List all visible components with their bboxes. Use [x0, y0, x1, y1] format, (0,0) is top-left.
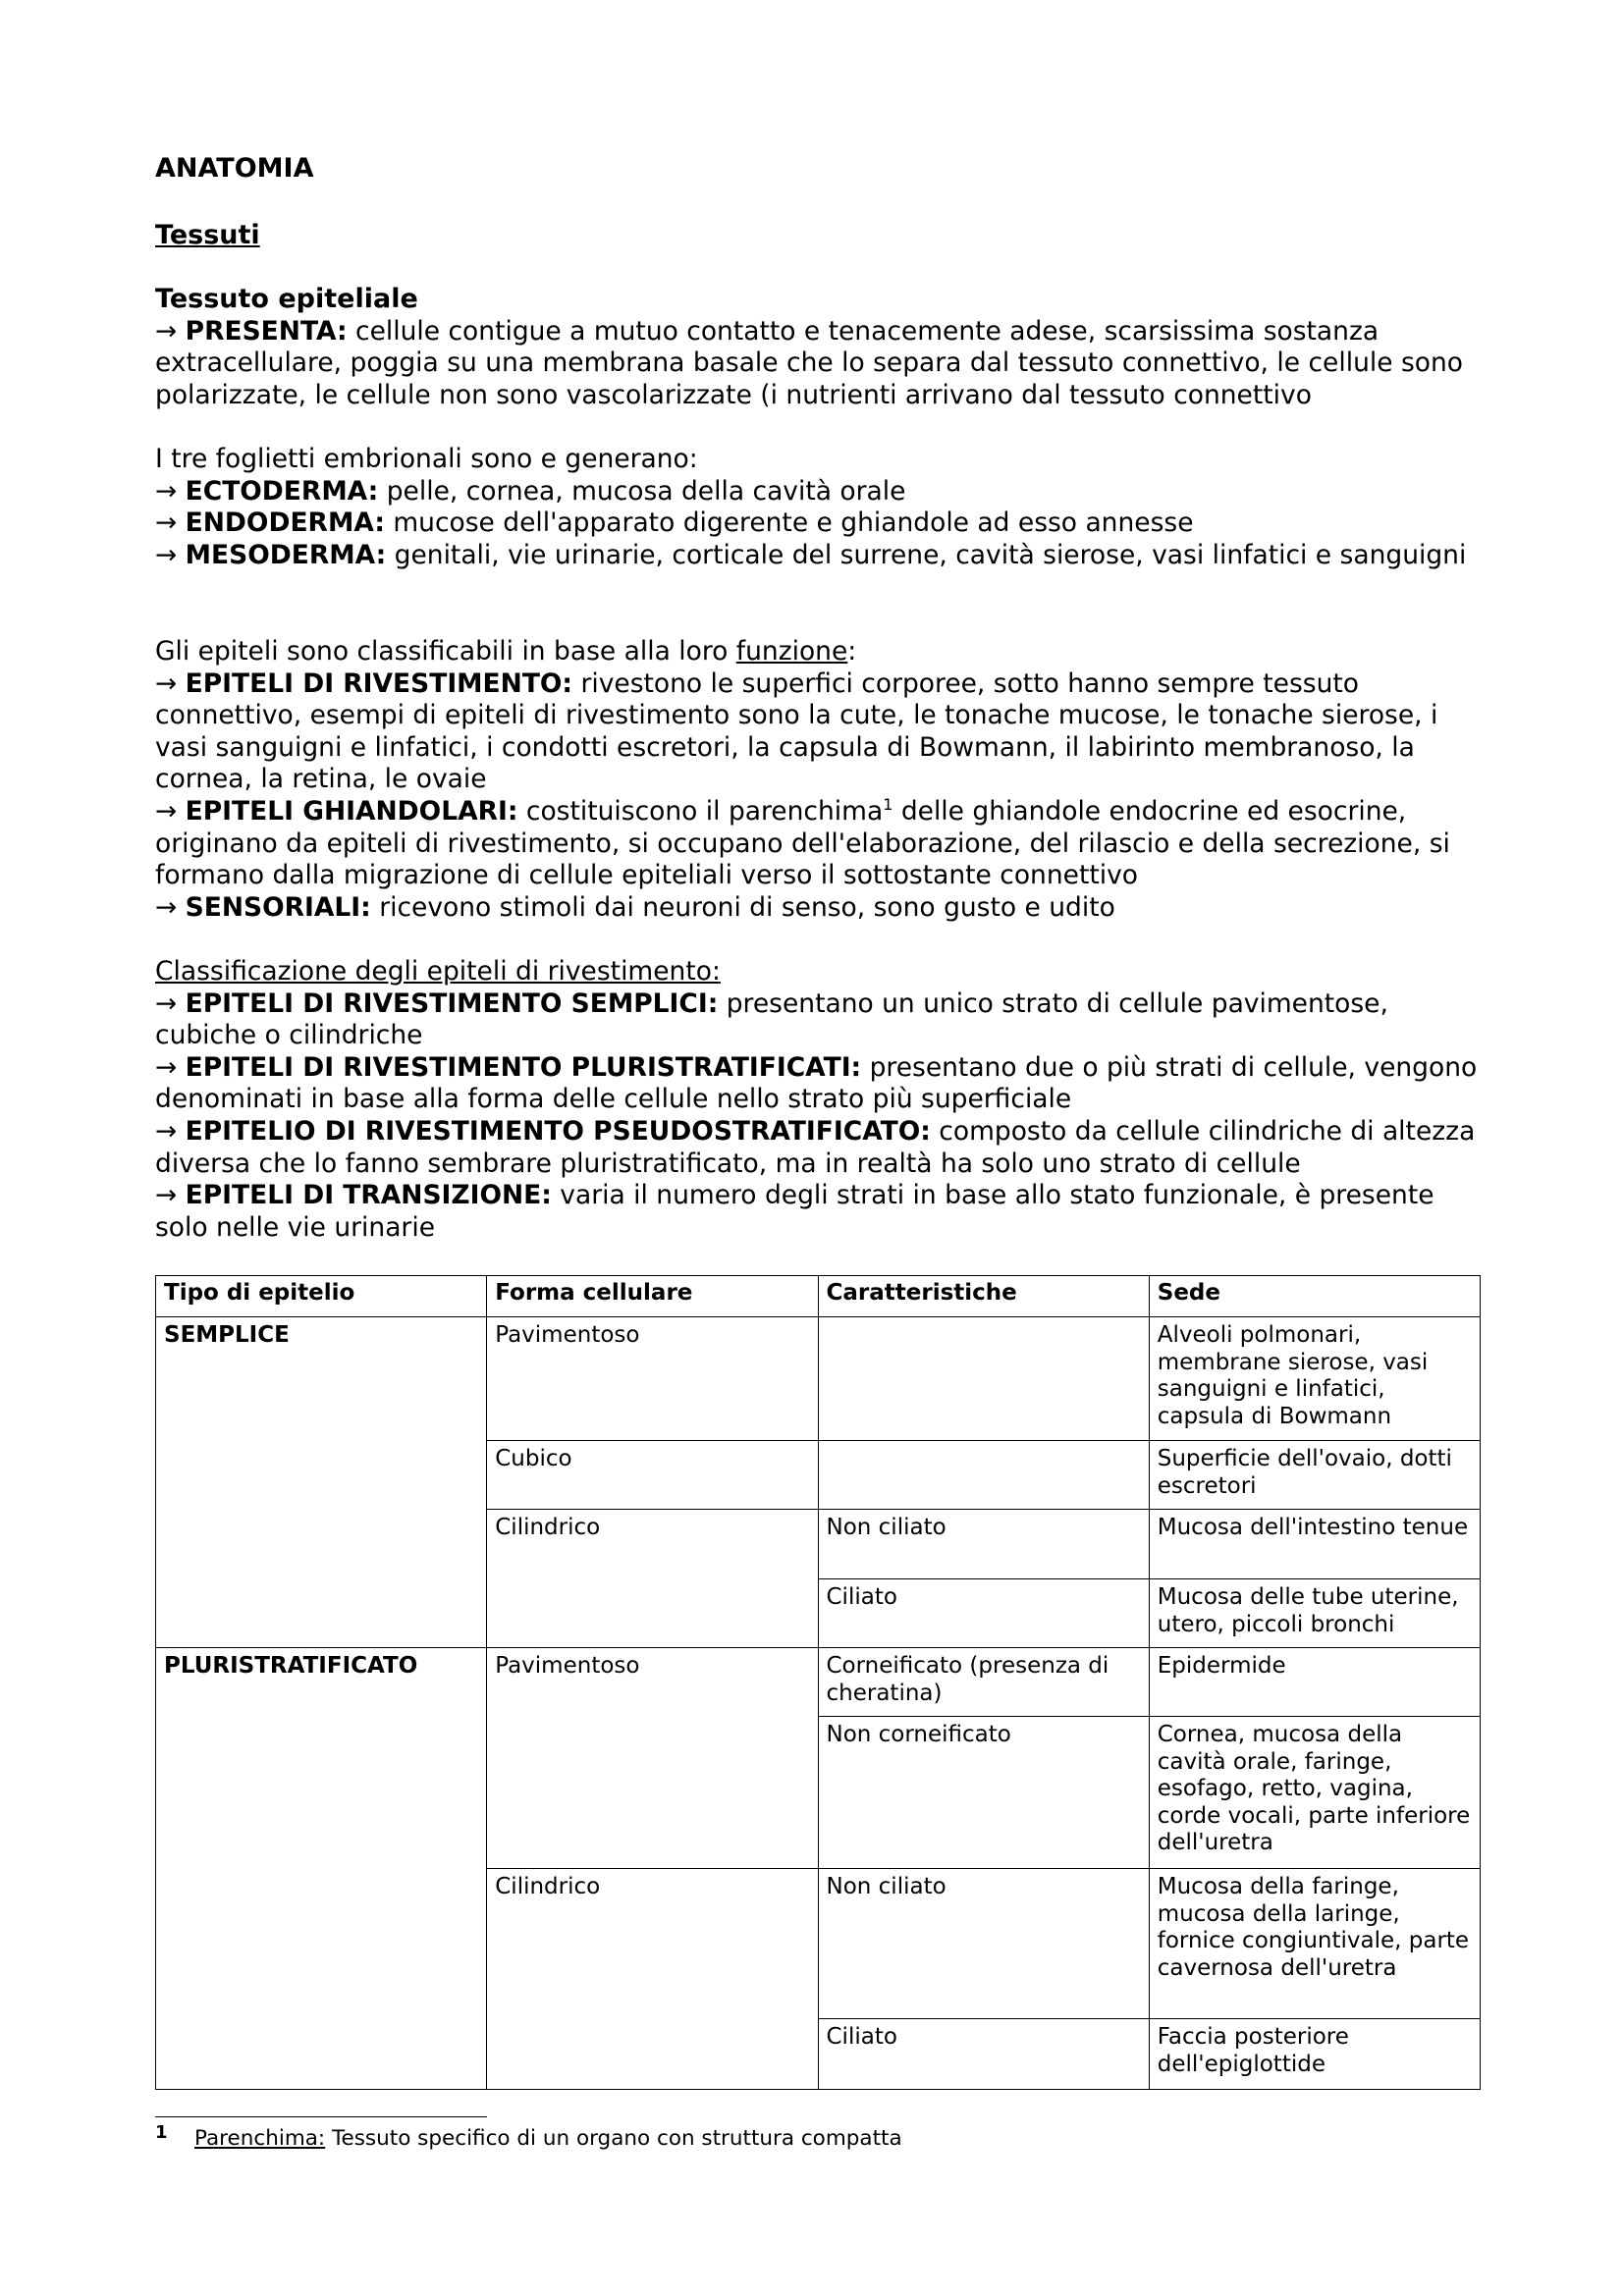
- table-header-cell: Sede: [1149, 1276, 1480, 1317]
- germ-layer-item: [155, 507, 1481, 540]
- table-cell-sede: Epidermide: [1149, 1648, 1480, 1717]
- function-item-rivestimento: [155, 668, 1481, 796]
- footnote-reference[interactable]: 1: [883, 794, 893, 814]
- classification-label: EPITELI DI RIVESTIMENTO PLURISTRATIFICATI:: [185, 1051, 862, 1083]
- table-cell-sede: Faccia posteriore dell'epiglottide: [1149, 2019, 1480, 2090]
- table-cell-sede: Mucosa delle tube uterine, utero, piccoli bronchi: [1149, 1579, 1480, 1648]
- classification-label: EPITELI DI RIVESTIMENTO SEMPLICI:: [185, 988, 719, 1019]
- classification-text: presentano un unico strato di cellule pavimentose, cubiche o cilindriche: [155, 988, 1388, 1051]
- function-intro-text: Gli epiteli sono classificabili in base alla loro: [155, 636, 736, 667]
- table-cell-sede: Superficie dell'ovaio, dotti escretori: [1149, 1441, 1480, 1510]
- table-cell-forma: Cilindrico: [487, 1869, 818, 2090]
- function-text: delle ghiandole endocrine ed esocrine, originano da epiteli di rivestimento, si occupano dell'elaborazione, del rilascio e della secrezione, si formano dalla migrazione di cellule epiteliali verso il sottostante connettivo: [155, 795, 1450, 891]
- footnote-term: Parenchima:: [194, 2126, 326, 2151]
- classification-block: [155, 956, 1481, 1244]
- table-cell-forma: Pavimentoso: [487, 1648, 818, 1869]
- classification-item: [155, 988, 1481, 1052]
- epithelium-table: [155, 1275, 1481, 2090]
- document-title: ANATOMIA: [155, 153, 314, 184]
- table-row: [156, 1648, 1481, 1717]
- arrow-icon: →: [155, 1180, 178, 1211]
- classification-text: composto da cellule cilindriche di altezza diversa che lo fanno sembrare pluristratificato, ma in realtà ha solo uno strato di cellule: [155, 1115, 1476, 1179]
- table-cell-car: Non ciliato: [818, 1510, 1149, 1579]
- table-cell-forma: Pavimentoso: [487, 1317, 818, 1441]
- table-cell-sede: Cornea, mucosa della cavità orale, faringe, esofago, retto, vagina, corde vocali, parte inferiore dell'uretra: [1149, 1717, 1480, 1869]
- classification-text: presentano due o più strati di cellule, vengono denominati in base alla forma delle cellule nello strato più superficiale: [155, 1051, 1478, 1115]
- table-cell-car: Ciliato: [818, 1579, 1149, 1648]
- germ-layer-label: MESODERMA:: [185, 539, 387, 570]
- table-cell-car: Ciliato: [818, 2019, 1149, 2090]
- presenta-label: PRESENTA:: [185, 315, 348, 347]
- germ-layer-label: ECTODERMA:: [185, 475, 379, 507]
- germ-layers-block: [155, 444, 1481, 571]
- function-text: ricevono stimoli dai neuroni di senso, sono gusto e udito: [370, 891, 1115, 923]
- table-cell-car: Non corneificato: [818, 1717, 1149, 1869]
- function-underlined: funzione: [735, 636, 848, 667]
- function-text: rivestono le superfici corporee, sotto hanno sempre tessuto connettivo, esempi di epiteli di rivestimento sono la cute, le tonache mucose, le tonache sierose, i vasi sanguigni e linfatici, i condotti escretori, la capsula di Bowmann, il labirinto membranoso, la cornea, la retina, le ovaie: [155, 667, 1438, 795]
- arrow-icon: →: [155, 795, 178, 827]
- table-cell-forma: Cilindrico: [487, 1510, 818, 1648]
- table-row: [156, 1317, 1481, 1441]
- table-cell-car: Corneificato (presenza di cheratina): [818, 1648, 1149, 1717]
- germ-layer-label: ENDODERMA:: [185, 507, 385, 539]
- function-label: SENSORIALI:: [185, 891, 371, 923]
- arrow-icon: →: [155, 891, 178, 923]
- arrow-icon: →: [155, 315, 178, 347]
- function-intro-colon: :: [847, 636, 857, 667]
- classification-item: [155, 1116, 1481, 1180]
- function-block: [155, 636, 1481, 924]
- table-cell-sede: Alveoli polmonari, membrane sierose, vasi sanguigni e linfatici, capsula di Bowmann: [1149, 1317, 1480, 1441]
- subsection-title: Tessuto epiteliale: [155, 284, 418, 314]
- epithelial-intro-block: [155, 284, 1481, 411]
- function-label: EPITELI DI RIVESTIMENTO:: [185, 667, 573, 699]
- function-item-sensoriali: [155, 892, 1481, 925]
- germ-layer-text: mucose dell'apparato digerente e ghiandole ad esso annesse: [384, 507, 1194, 539]
- arrow-icon: →: [155, 539, 178, 570]
- function-text: costituiscono il parenchima: [517, 795, 884, 827]
- table-header-cell: Tipo di epitelio: [156, 1276, 487, 1317]
- table-cell-tipo: SEMPLICE: [156, 1317, 487, 1648]
- footnote-number: 1: [155, 2122, 168, 2143]
- table-cell-car: [818, 1317, 1149, 1441]
- arrow-icon: →: [155, 667, 178, 699]
- germ-layers-intro: I tre foglietti embrionali sono e generano:: [155, 444, 698, 474]
- classification-item: [155, 1180, 1481, 1244]
- footnote-separator: [155, 2116, 487, 2117]
- arrow-icon: →: [155, 1051, 178, 1083]
- germ-layer-text: pelle, cornea, mucosa della cavità orale: [378, 475, 906, 507]
- arrow-icon: →: [155, 1115, 178, 1147]
- arrow-icon: →: [155, 988, 178, 1019]
- table-header-row: [156, 1276, 1481, 1317]
- classification-label: EPITELI DI TRANSIZIONE:: [185, 1180, 552, 1211]
- classification-label: EPITELIO DI RIVESTIMENTO PSEUDOSTRATIFICATO:: [185, 1115, 931, 1147]
- table-cell-forma: Cubico: [487, 1441, 818, 1510]
- germ-layer-item: [155, 540, 1481, 572]
- function-label: EPITELI GHIANDOLARI:: [185, 795, 518, 827]
- classification-text: varia il numero degli strati in base allo stato funzionale, è presente solo nelle vie urinarie: [155, 1180, 1434, 1243]
- arrow-icon: →: [155, 475, 178, 507]
- table-header-cell: Forma cellulare: [487, 1276, 818, 1317]
- presenta-text: cellule contigue a mutuo contatto e tenacemente adese, scarsissima sostanza extracellulare, poggia su una membrana basale che lo separa dal tessuto connettivo, le cellule sono polarizzate, le cellule non sono vascolarizzate (i nutrienti arrivano dal tessuto connettivo: [155, 315, 1463, 410]
- germ-layer-item: [155, 476, 1481, 508]
- classification-item: [155, 1052, 1481, 1116]
- table-cell-car: Non ciliato: [818, 1869, 1149, 2019]
- table-cell-sede: Mucosa della faringe, mucosa della laringe, fornice congiuntivale, parte cavernosa dell'uretra: [1149, 1869, 1480, 2019]
- function-item-ghiandolari: [155, 796, 1481, 892]
- table-cell-car: [818, 1441, 1149, 1510]
- table-cell-sede: Mucosa dell'intestino tenue: [1149, 1510, 1480, 1579]
- table-header-cell: Caratteristiche: [818, 1276, 1149, 1317]
- function-intro: [155, 636, 1481, 668]
- footnote-text: [194, 2124, 902, 2154]
- arrow-icon: →: [155, 507, 178, 539]
- section-title: Tessuti: [155, 220, 260, 250]
- footnote-definition: Tessuto specifico di un organo con struttura compatta: [325, 2126, 902, 2151]
- table-cell-tipo: PLURISTRATIFICATO: [156, 1648, 487, 2090]
- presenta-paragraph: [155, 316, 1481, 412]
- classification-heading: Classificazione degli epiteli di rivestimento:: [155, 956, 721, 987]
- germ-layer-text: genitali, vie urinarie, corticale del surrene, cavità sierose, vasi linfatici e sanguigni: [386, 539, 1467, 570]
